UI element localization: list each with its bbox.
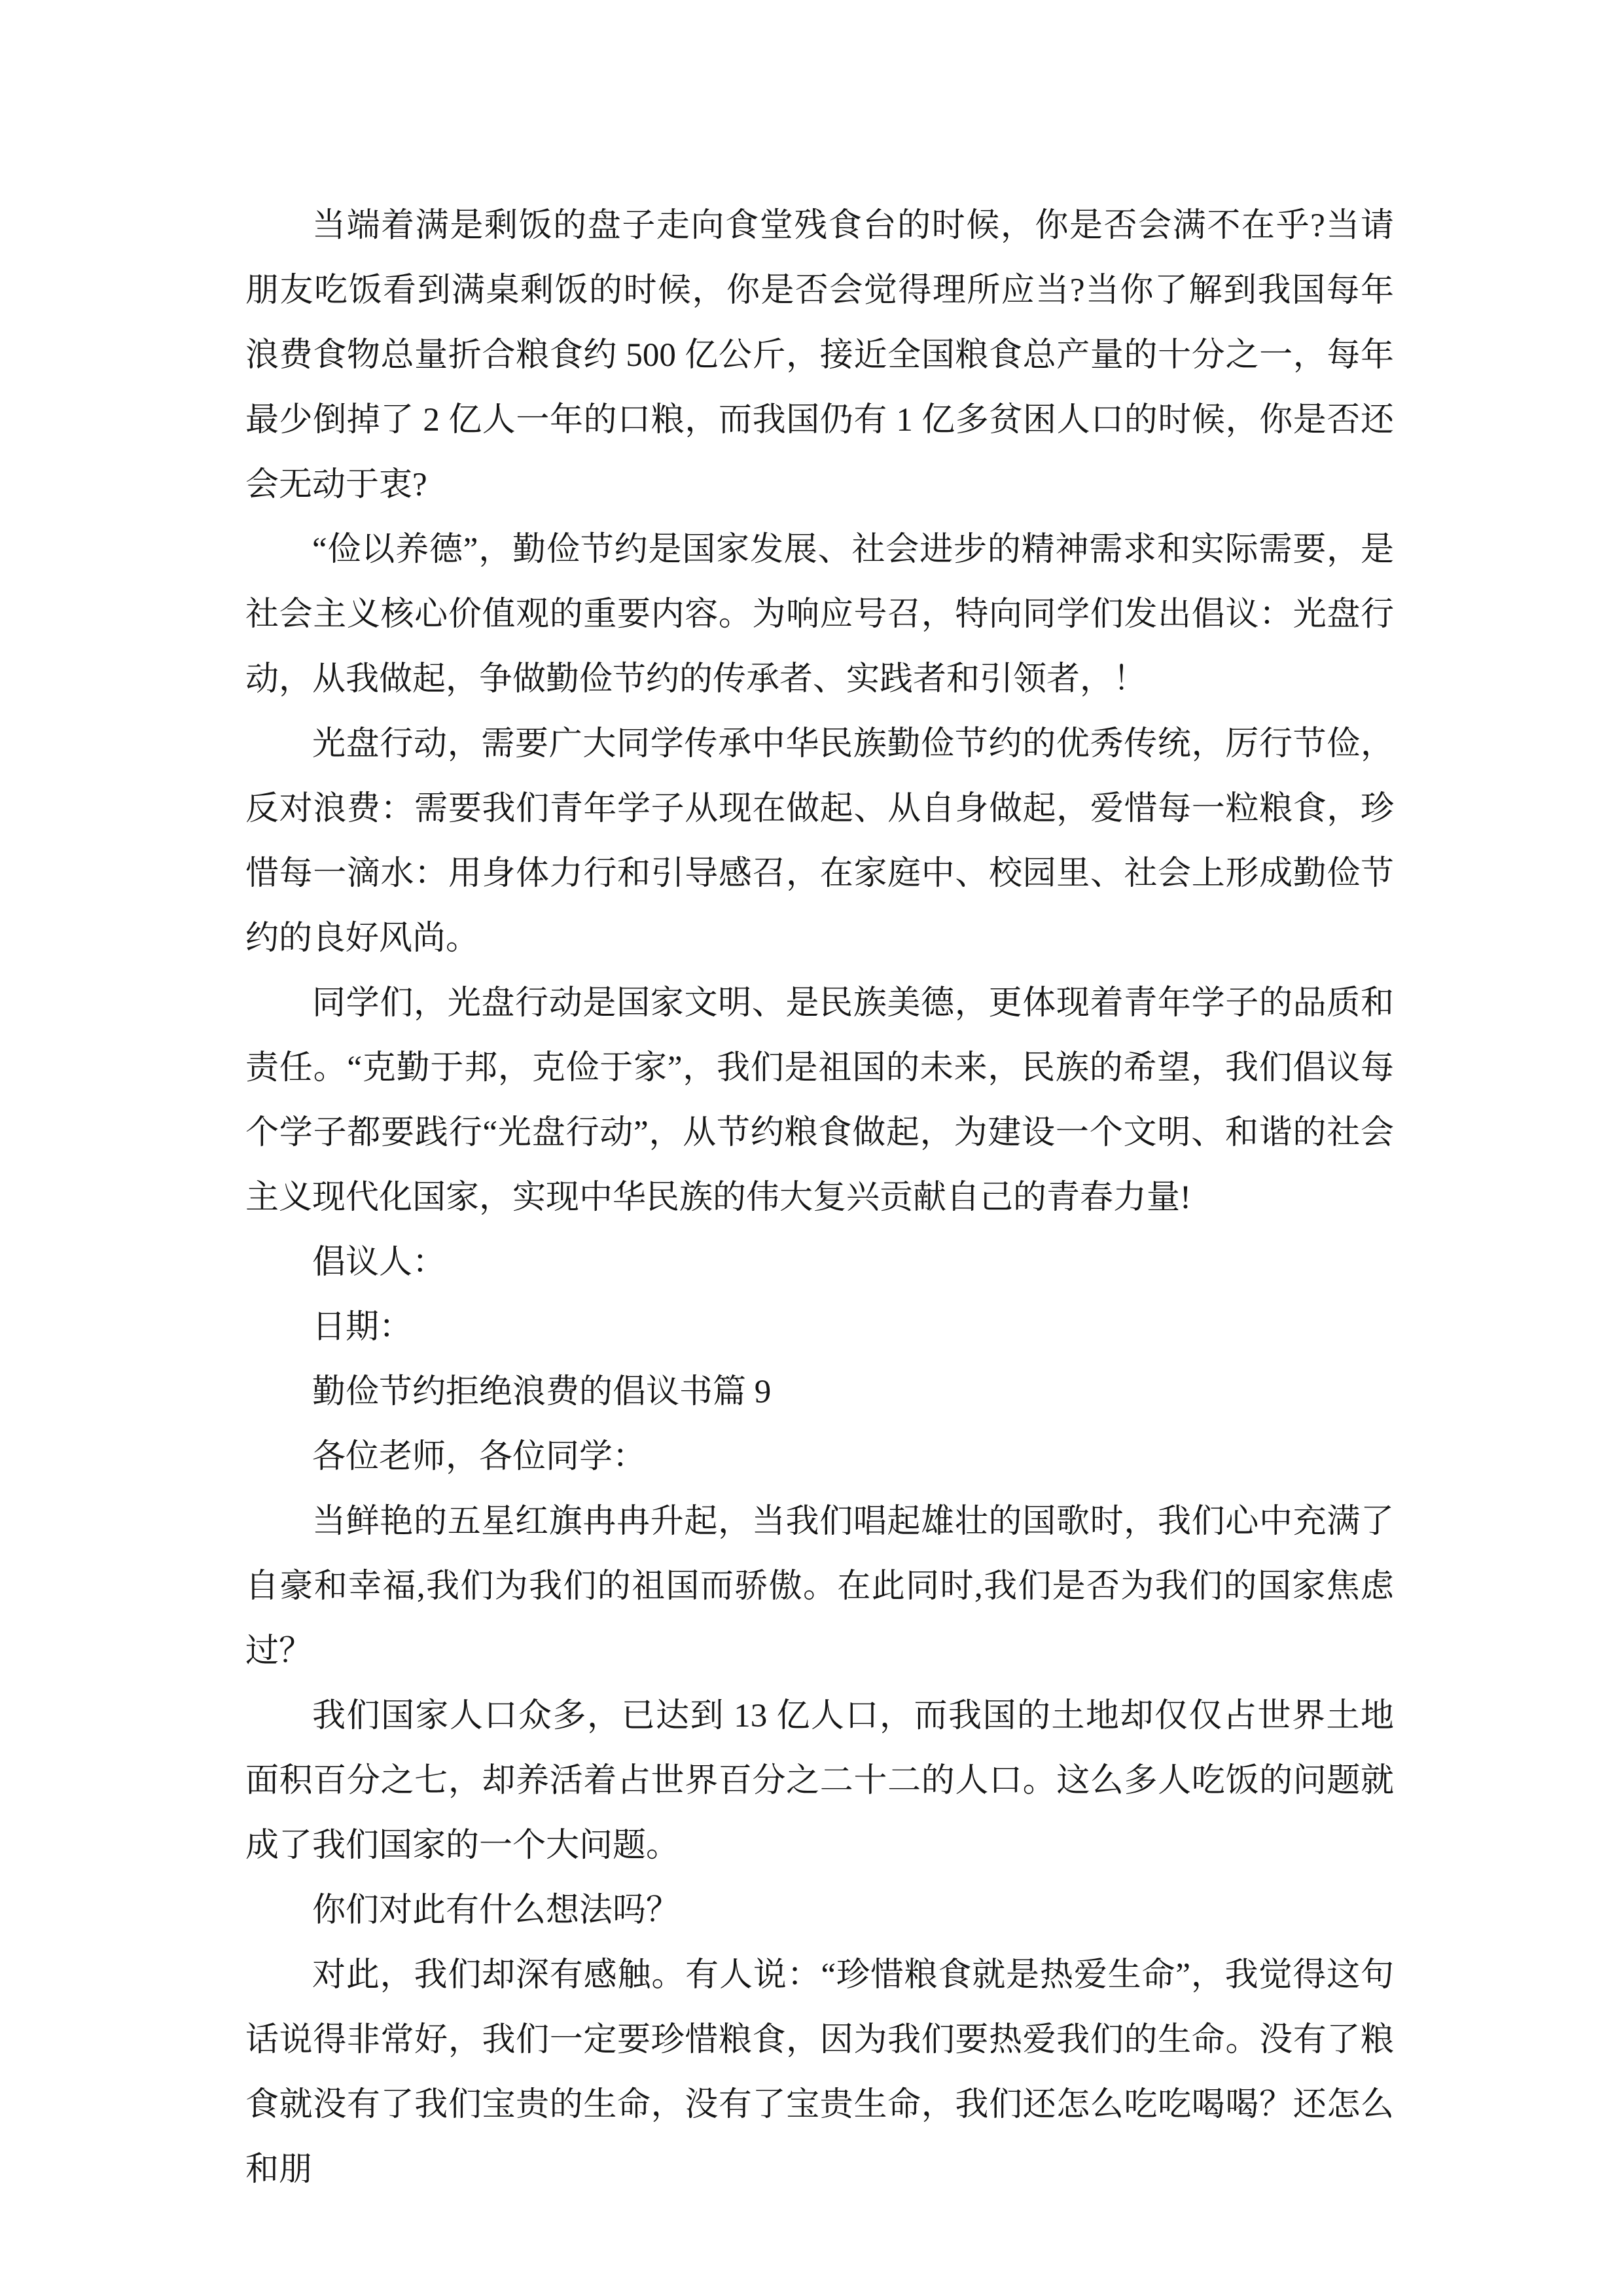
body-paragraph: 当鲜艳的五星红旗冉冉升起，当我们唱起雄壮的国歌时，我们心中充满了自豪和幸福,我们为我们的祖国而骄傲。在此同时,我们是否为我们的国家焦虑过？ — [245, 1503, 1394, 1670]
body-paragraph: “俭以养德”，勤俭节约是国家发展、社会进步的精神需求和实际需要，是社会主义核心价值观的重要内容。为响应号召，特向同学们发出倡议：光盘行动，从我做起，争做勤俭节约的传承者、实践者和引领者，！ — [245, 531, 1394, 698]
body-paragraph: 我们国家人口众多，已达到 13 亿人口，而我国的土地却仅仅占世界土地面积百分之七，却养活着占世界百分之二十二的人口。这么多人吃饭的问题就成了我们国家的一个大问题。 — [245, 1698, 1394, 1864]
date-line: 日期： — [312, 1309, 413, 1346]
salutation-line: 各位老师，各位同学： — [312, 1439, 647, 1475]
body-paragraph: 对此，我们却深有感触。有人说：“珍惜粮食就是热爱生命”，我觉得这句话说得非常好，我们一定要珍惜粮食，因为我们要热爱我们的生命。没有了粮食就没有了我们宝贵的生命，没有了宝贵生命，我们还怎么吃吃喝喝？还怎么和朋 — [245, 1957, 1394, 2188]
body-paragraph: 光盘行动，需要广大同学传承中华民族勤俭节约的优秀传统，厉行节俭，反对浪费：需要我们青年学子从现在做起、从自身做起，爱惜每一粒粮食，珍惜每一滴水：用身体力行和引导感召，在家庭中、校园里、社会上形成勤俭节约的良好风尚。 — [245, 726, 1394, 957]
body-paragraph: 你们对此有什么想法吗？ — [312, 1892, 680, 1929]
body-paragraph: 当端着满是剩饭的盘子走向食堂残食台的时候，你是否会满不在乎?当请朋友吃饭看到满桌剩饭的时候，你是否会觉得理所应当?当你了解到我国每年浪费食物总量折合粮食约 500 亿公斤，接近全国粮食总产量的十分之一，每年最少倒掉了 2 亿人一年的口粮，而我国仍有 1 亿多贫困人口的时候，你是否还会无动于衷? — [245, 207, 1394, 503]
body-paragraph: 同学们，光盘行动是国家文明、是民族美德，更体现着青年学子的品质和责任。“克勤于邦，克俭于家”，我们是祖国的未来，民族的希望，我们倡议每个学子都要践行“光盘行动”，从节约粮食做起，为建设一个文明、和谐的社会主义现代化国家，实现中华民族的伟大复兴贡献自己的青春力量! — [245, 985, 1394, 1216]
section-title: 勤俭节约拒绝浪费的倡议书篇 9 — [312, 1374, 772, 1410]
proposer-line: 倡议人： — [312, 1244, 446, 1281]
